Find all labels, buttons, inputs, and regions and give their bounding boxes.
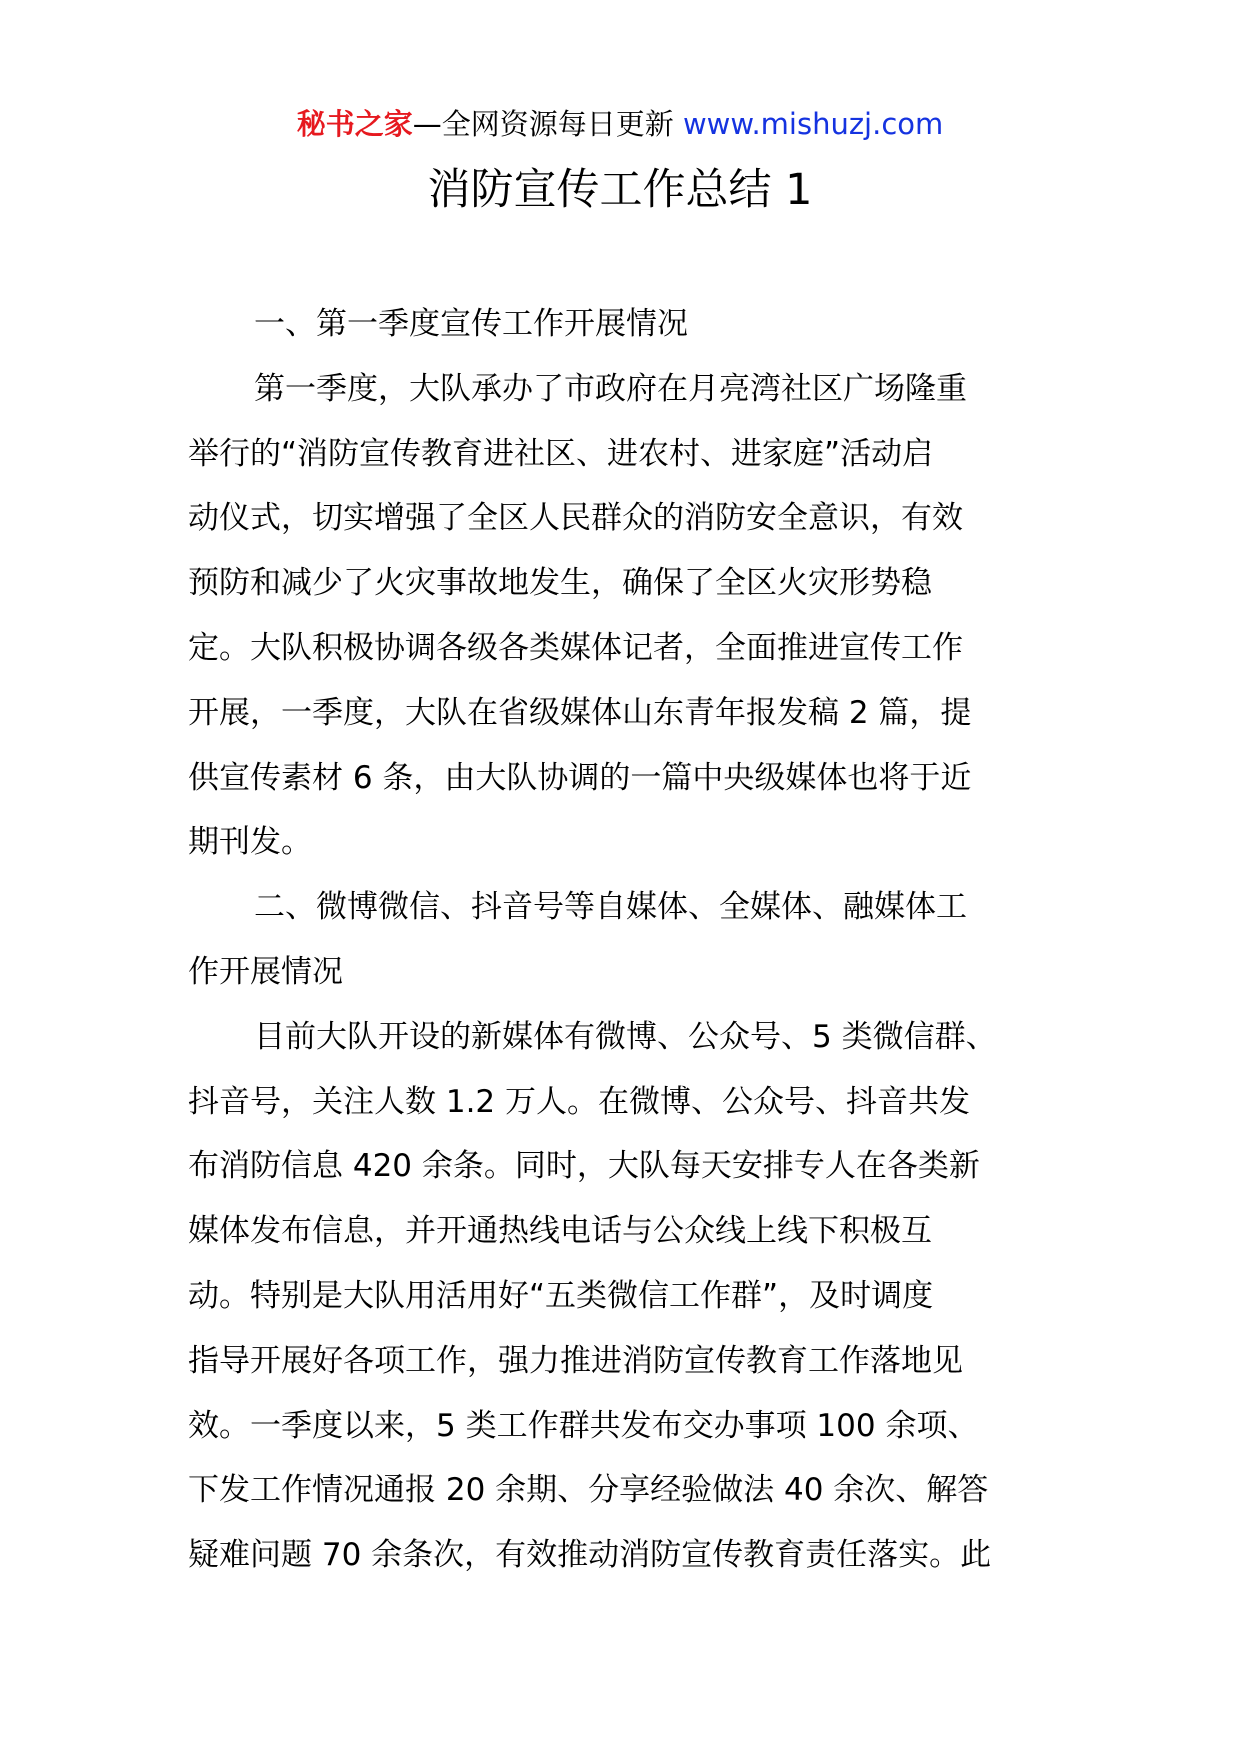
text-line: 作开展情况 [188, 953, 343, 990]
site-header [0, 104, 1240, 144]
document-title: 消防宣传工作总结 1 [427, 165, 813, 215]
text-line: 抖音号，关注人数 1.2 万人。在微博、公众号、抖音共发 [188, 1083, 971, 1120]
document-body [188, 292, 1058, 1588]
text-line: 效。一季度以来，5 类工作群共发布交办事项 100 余项、 [188, 1407, 979, 1444]
text-line: 二、微博微信、抖音号等自媒体、全媒体、融媒体工 [254, 889, 967, 926]
text-line: 期刊发。 [188, 824, 312, 861]
section-heading [188, 292, 1058, 357]
text-line: 开展，一季度，大队在省级媒体山东青年报发稿 2 篇，提 [188, 694, 972, 731]
site-url-link[interactable]: www.mishuzj.com [682, 107, 944, 141]
text-line: 动仪式，切实增强了全区人民群众的消防安全意识，有效 [188, 500, 963, 537]
text-line: 目前大队开设的新媒体有微博、公众号、5 类微信群、 [254, 1018, 997, 1055]
site-tagline: —全网资源每日更新 [412, 107, 683, 141]
text-line: 定。大队积极协调各级各类媒体记者，全面推进宣传工作 [188, 629, 963, 666]
text-line: 动。特别是大队用活用好“五类微信工作群”，及时调度 [188, 1277, 934, 1314]
text-line: 布消防信息 420 余条。同时，大队每天安排专人在各类新 [188, 1148, 980, 1185]
body-paragraph [188, 357, 1058, 875]
text-line: 预防和减少了火灾事故地发生，确保了全区火灾形势稳 [188, 565, 932, 602]
text-line: 疑难问题 70 余条次，有效推动消防宣传教育责任落实。此 [188, 1537, 992, 1574]
text-line: 供宣传素材 6 条，由大队协调的一篇中央级媒体也将于近 [188, 759, 972, 796]
text-line: 媒体发布信息，并开通热线电话与公众线上线下积极互 [188, 1213, 932, 1250]
text-line: 一、第一季度宣传工作开展情况 [254, 306, 688, 342]
site-brand: 秘书之家 [296, 107, 413, 141]
section-heading [188, 875, 1058, 1005]
text-line: 下发工作情况通报 20 余期、分享经验做法 40 余次、解答 [188, 1472, 989, 1509]
body-paragraph [188, 1005, 1058, 1588]
text-line: 举行的“消防宣传教育进社区、进农村、进家庭”活动启 [188, 435, 934, 472]
text-line: 第一季度，大队承办了市政府在月亮湾社区广场隆重 [254, 370, 967, 407]
text-line: 指导开展好各项工作，强力推进消防宣传教育工作落地见 [188, 1342, 963, 1379]
